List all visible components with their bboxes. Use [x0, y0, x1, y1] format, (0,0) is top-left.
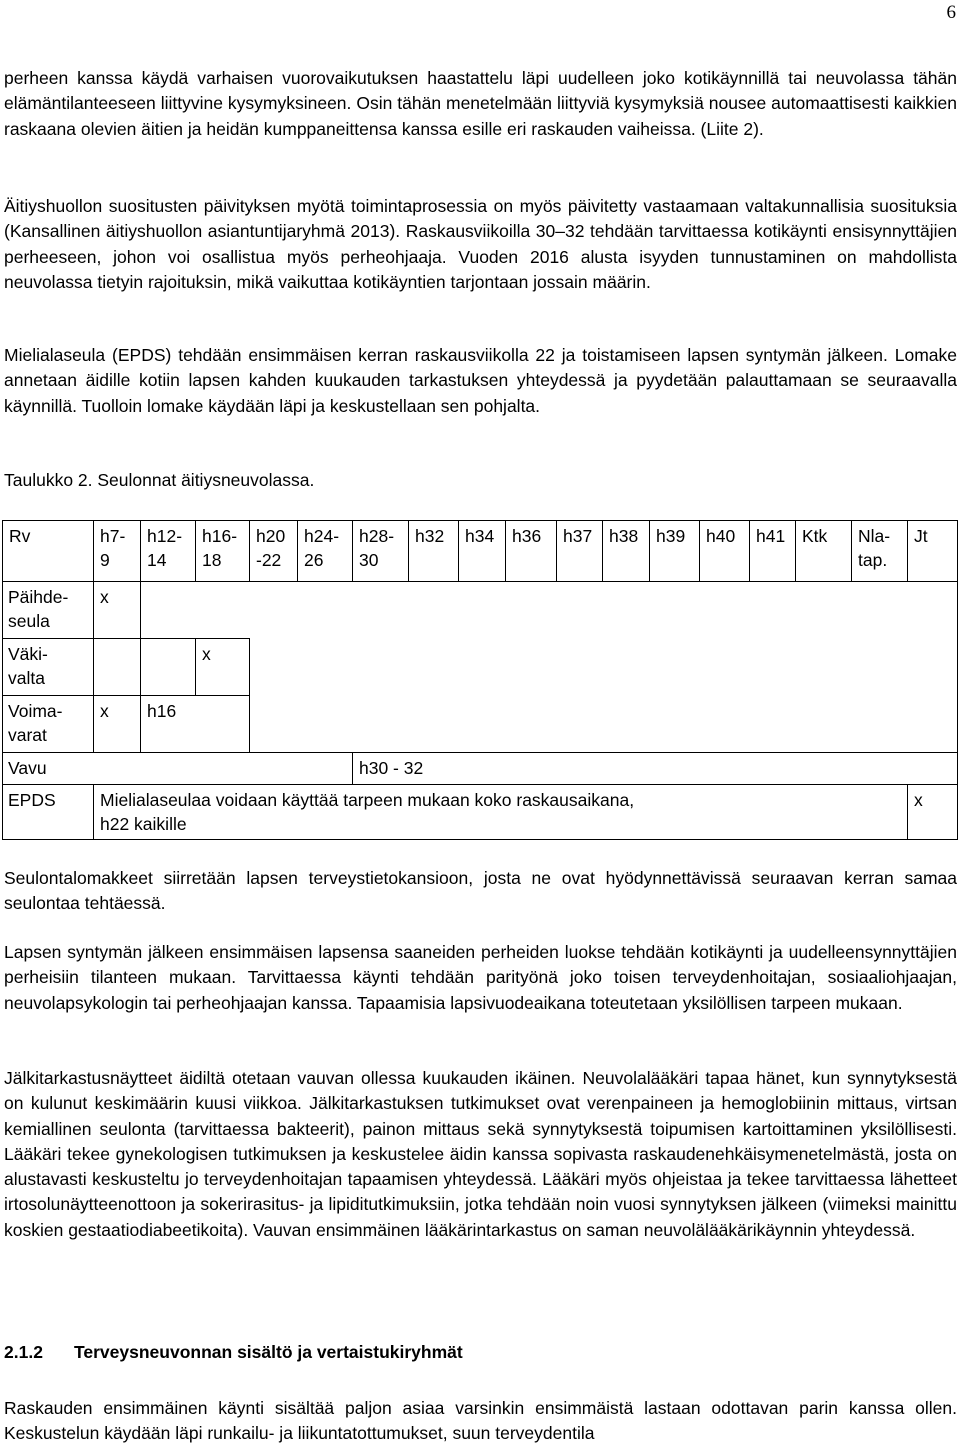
row-label-vavu: Vavu — [3, 753, 353, 785]
cell-vavu-h30-32: h30 - 32 — [353, 753, 958, 785]
table-row-vakivalta — [3, 639, 958, 696]
cell-vakivalta-h12-14 — [141, 639, 196, 696]
cell-vakivalta-h16-18: x — [196, 639, 250, 696]
header-cell-ktk: Ktk — [796, 521, 852, 582]
table-row-paihdeseula — [3, 582, 958, 639]
header-cell-nlatap: Nla- tap. — [852, 521, 908, 582]
cell-vakivalta-h7-9 — [94, 639, 141, 696]
section-number: 2.1.2 — [4, 1342, 43, 1362]
paragraph-screening-forms: Seulontalomakkeet siirretään lapsen terveystietokansioon, josta ne ovat hyödynnettävissä seuraavan kerran samaa seulontaa tehtäessä. — [4, 868, 957, 914]
cell-epds-jt: x — [908, 785, 958, 840]
cell-voimavarat-empty — [250, 696, 958, 753]
cell-voimavarat-h12-18: h16 — [141, 696, 250, 753]
section-title: Terveysneuvonnan sisältö ja vertaistukiryhmät — [74, 1342, 463, 1362]
row-label-paihdeseula: Päihde- seula — [3, 582, 94, 639]
header-cell-h41: h41 — [750, 521, 796, 582]
header-cell-h32: h32 — [409, 521, 459, 582]
header-cell-h39: h39 — [650, 521, 700, 582]
header-cell-h38: h38 — [603, 521, 650, 582]
header-cell-jt: Jt — [908, 521, 958, 582]
section-heading — [4, 1340, 463, 1365]
row-label-voimavarat: Voima- varat — [3, 696, 94, 753]
header-cell-h12-14: h12- 14 — [141, 521, 196, 582]
paragraph-maternity-recommendations: Äitiyshuollon suositusten päivityksen myötä toimintaprosessia on myös päivitetty vastaamaan valtakunnallisia suosituksia (Kansallinen äitiyshuollon asiantuntijaryhmä 2013). Raskausviikoilla 30‒32 tehdään tarvittaessa kotikäynti ensisynnyttäjien perheeseen, johon voi osallistua myös perheohjaaja. Vuoden 2016 alusta isyyden tunnustaminen on mahdollista neuvolassa tietyin rajoituksin, mikä vaikuttaa kotikäyntien tarjontaan jossain määrin. — [4, 196, 957, 292]
table-row-epds — [3, 785, 958, 840]
header-cell-h7-9: h7- 9 — [94, 521, 141, 582]
table-row-voimavarat — [3, 696, 958, 753]
header-cell-h36: h36 — [506, 521, 557, 582]
header-cell-h34: h34 — [459, 521, 506, 582]
paragraph-first-visit: Raskauden ensimmäinen käynti sisältää paljon asiaa varsinkin ensimmäistä lastaan odottavan parin kanssa ollen. Keskustelun käydään läpi runkailu- ja liikuntatottumukset, suun terveydentila — [4, 1398, 957, 1444]
table-caption: Taulukko 2. Seulonnat äitiysneuvolassa. — [4, 470, 315, 490]
header-cell-h28-30: h28- 30 — [353, 521, 409, 582]
page-number: 6 — [946, 2, 956, 23]
screening-table — [2, 520, 958, 840]
header-cell-h37: h37 — [557, 521, 603, 582]
table-header-row — [3, 521, 958, 582]
cell-voimavarat-h7-9: x — [94, 696, 141, 753]
paragraph-epds: Mielialaseula (EPDS) tehdään ensimmäisen kerran raskausviikolla 22 ja toistamiseen lapsen syntymän jälkeen. Lomake annetaan äidille kotiin lapsen kahden kuukauden tarkastuksen yhteydessä ja pyydetään palauttamaan se seuraavalla käynnillä. Tuolloin lomake käydään läpi ja keskustellaan sen pohjalta. — [4, 345, 957, 416]
paragraph-postnatal-checkup: Jälkitarkastusnäytteet äidiltä otetaan vauvan ollessa kuukauden ikäinen. Neuvolalääkäri tapaa hänet, kun synnytyksestä on kulunut keskimäärin kuusi viikkoa. Jälkitarkastuksen tutkimukset ovat verenpaineen ja hemoglobiinin mittaus, virtsan kemiallinen seulonta (tarvittaessa bakteerit), painon mittaus sekä synnytyksestä toipumisen kartoittaminen yksilöllisesti. Lääkäri tekee gynekologisen tutkimuksen ja keskustelee äidin kanssa sopivasta raskaudenehkäisymenetelmästä, josta on alustavasti keskusteltu jo terveydenhoitajan tapaamisen yhteydessä. Lääkäri myös ohjeistaa ja tekee tarvittaessa lähetteet irtosolunäytteenottoon ja sokerirasitus- ja lipiditutkimuksiin, jotka tehdään noin vuosi synnytyksen jälkeen (viimeksi mainittu koskien gestaatiodiabeetikoita). Vauvan ensimmäinen lääkärintarkastus on saman neuvolälääkärikäynnin yhteydessä. — [4, 1068, 957, 1240]
cell-epds-note: Mielialaseulaa voidaan käyttää tarpeen mukaan koko raskausaikana, h22 kaikille — [94, 785, 908, 840]
header-cell-h20-22: h20 -22 — [250, 521, 298, 582]
row-label-vakivalta: Väki- valta — [3, 639, 94, 696]
table-row-vavu — [3, 753, 958, 785]
header-cell-rv: Rv — [3, 521, 94, 582]
paragraph-interaction-interview: perheen kanssa käydä varhaisen vuorovaikutuksen haastattelu läpi uudelleen joko kotikäynnillä tai neuvolassa tähän elämäntilanteeseen liittyvine kysymyksineen. Osin tähän menetelmään liittyviä kysymyksiä nousee automaattisesti kaikkien raskaana olevien äitien ja heidän kumppaneittensa kanssa esille eri raskauden vaiheissa. (Liite 2). — [4, 68, 957, 139]
cell-paihdeseula-empty — [141, 582, 958, 639]
cell-paihdeseula-h7-9: x — [94, 582, 141, 639]
header-cell-h16-18: h16- 18 — [196, 521, 250, 582]
header-cell-h24-26: h24- 26 — [298, 521, 353, 582]
header-cell-h40: h40 — [700, 521, 750, 582]
cell-vakivalta-empty — [250, 639, 958, 696]
row-label-epds: EPDS — [3, 785, 94, 840]
paragraph-home-visit: Lapsen syntymän jälkeen ensimmäisen lapsensa saaneiden perheiden luokse tehdään kotikäynti ja uudelleensynnyttäjien perheisiin tilanteen mukaan. Tarvittaessa käynti tehdään parityönä joko toisen terveydenhoitajan, sosiaaliohjaajan, neuvolapsykologin tai perheohjaajan kanssa. Tapaamisia lapsivuodeaikana toteutetaan yksilöllisen tarpeen mukaan. — [4, 942, 957, 1013]
